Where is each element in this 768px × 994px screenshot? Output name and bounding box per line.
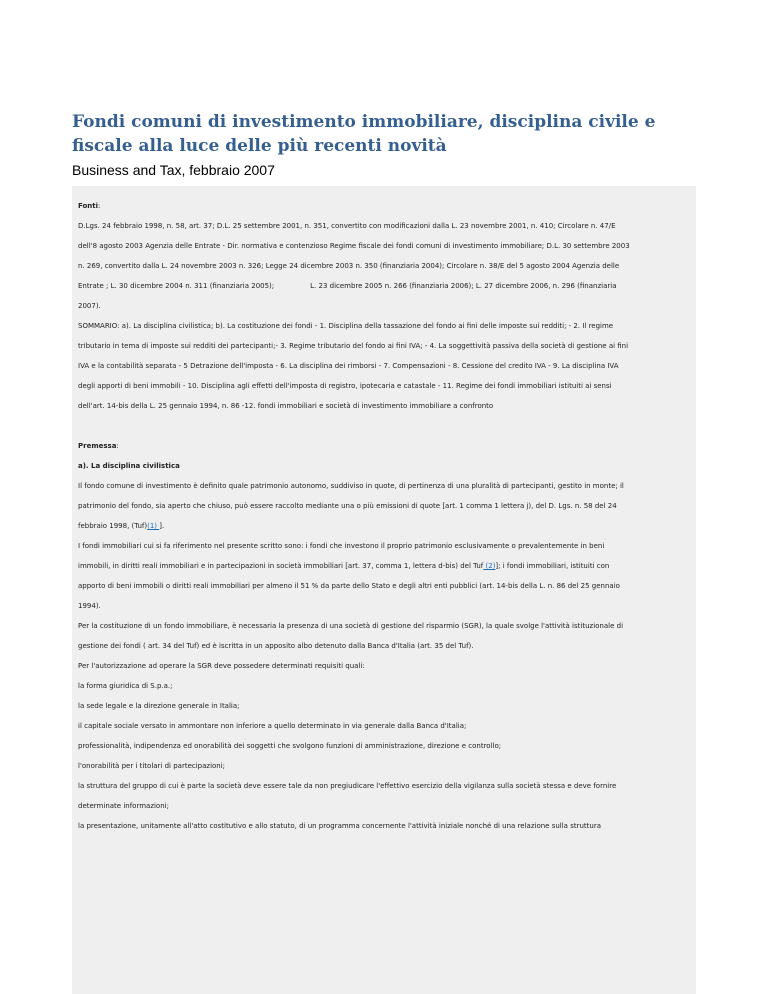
footnote-link-1[interactable]: (1) xyxy=(147,522,160,530)
document-title: Fondi comuni di investimento immobiliare, disciplina civile e fiscale alla luce delle più recenti novità xyxy=(72,112,656,156)
fonti-label: Fonti xyxy=(78,202,99,210)
list-item: il capitale sociale versato in ammontare non inferiore a quello determinato in via generale dalla Banca d'Italia; xyxy=(78,722,467,730)
paragraph-line: apporto di beni immobili o diritti reali immobiliari per almeno il 51 % da parte dello Stato e degli altri enti pubblici (art. 14-bis della L. n. 86 del 25 gennaio xyxy=(78,582,620,590)
footnote-link-2[interactable]: (2) xyxy=(483,562,496,570)
premessa-label: Premessa xyxy=(78,442,117,450)
paragraph-line xyxy=(78,556,690,576)
premessa-heading: Premessa: xyxy=(78,442,119,450)
fonti-line: 2007). xyxy=(78,302,101,310)
paragraph-line: gestione dei fondi ( art. 34 del Tuf) ed è iscritta in un apposito albo detenuto dalla Banca d'Italia (art. 35 del Tuf). xyxy=(78,642,474,650)
fonti-line-head: Entrate ; L. 30 dicembre 2004 n. 311 (finanziaria 2005); xyxy=(78,282,275,290)
list-item: la forma giuridica di S.p.a.; xyxy=(78,682,173,690)
list-item: la presentazione, unitamente all'atto costitutivo e allo statuto, di un programma concernente l'attività iniziale nonché di una relazione sulla struttura xyxy=(78,822,601,830)
paragraph-text: ]; i fondi immobiliari, istituiti con xyxy=(495,562,610,570)
paragraph-text: immobili, in diritti reali immobiliari e in partecipazioni in società immobiliari [art. 37, comma 1, lettera d-bis) del Tuf xyxy=(78,562,484,570)
sommario-line: dell'art. 14-bis della L. 25 gennaio 1994, n. 86 -12. fondi immobiliari e società di investimento immobiliare a confronto xyxy=(78,402,494,410)
fonti-line: D.Lgs. 24 febbraio 1998, n. 58, art. 37; D.L. 25 settembre 2001, n. 351, convertito con modificazioni dalla L. 23 novembre 2001, n. 410; Circolare n. 47/E xyxy=(78,222,616,230)
paragraph-line: Il fondo comune di investimento è definito quale patrimonio autonomo, suddiviso in quote, di pertinenza di una pluralità di partecipanti, gestito in monte; il xyxy=(78,482,624,490)
content-box xyxy=(72,186,696,994)
paragraph-line: Per l'autorizzazione ad operare la SGR deve possedere determinati requisiti quali: xyxy=(78,662,365,670)
sommario-line: SOMMARIO: a). La disciplina civilistica; b). La costituzione dei fondi - 1. Disciplina della tassazione del fondo ai fini delle imposte sui redditi; - 2. Il regime xyxy=(78,322,614,330)
paragraph-text: ]. xyxy=(159,522,165,530)
list-item: l'onorabilità per i titolari di partecipazioni; xyxy=(78,762,226,770)
paragraph-line: Per la costituzione di un fondo immobiliare, è necessaria la presenza di una società di gestione del risparmio (SGR), la quale svolge l'attività istituzionale di xyxy=(78,622,624,630)
section-heading-a: a). La disciplina civilistica xyxy=(78,462,180,470)
list-item: la sede legale e la direzione generale in Italia; xyxy=(78,702,240,710)
fonti-line-tail: L. 23 dicembre 2005 n. 266 (finanziaria 2006); L. 27 dicembre 2006, n. 296 (finanziaria xyxy=(310,282,617,290)
list-item: professionalità, indipendenza ed onorabilità dei soggetti che svolgono funzioni di amministrazione, direzione e controllo; xyxy=(78,742,502,750)
paragraph-line: I fondi immobiliari cui si fa riferimento nel presente scritto sono: i fondi che investono il proprio patrimonio esclusivamente o prevalentemente in beni xyxy=(78,542,605,550)
paragraph-line: 1994). xyxy=(78,602,101,610)
fonti-line: dell'8 agosto 2003 Agenzia delle Entrate - Dir. normativa e contenzioso Regime fiscale dei fondi comuni di investimento immobiliare; D.L. 30 settembre 2003 xyxy=(78,242,630,250)
sommario-line: degli apporti di beni immobili - 10. Disciplina agli effetti dell'imposta di registro, ipotecaria e catastale - 11. Regime dei fondi immobiliari istituiti ai sensi xyxy=(78,382,612,390)
sommario-line: tributario in tema di imposte sui redditi dei partecipanti;- 3. Regime tributario del fondo ai fini IVA; - 4. La soggettività passiva della società di gestione ai fini xyxy=(78,342,629,350)
fonti-heading: Fonti: xyxy=(78,202,101,210)
fonti-line: n. 269, convertito dalla L. 24 novembre 2003 n. 326; Legge 24 dicembre 2003 n. 350 (finanziaria 2004); Circolare n. 38/E del 5 agosto 2004 Agenzia delle xyxy=(78,262,620,270)
paragraph-line xyxy=(78,516,690,536)
list-item: determinate informazioni; xyxy=(78,802,169,810)
sommario-line: IVA e la contabilità separata - 5 Detrazione dell'imposta - 6. La disciplina dei rimborsi - 7. Compensazioni - 8. Cessione del credito IVA - 9. La disciplina IVA xyxy=(78,362,619,370)
document-subtitle: Business and Tax, febbraio 2007 xyxy=(72,162,275,178)
paragraph-line: patrimonio del fondo, sia aperto che chiuso, può essere raccolto mediante una o più emissioni di quote [art. 1 comma 1 lettera j), del D. Lgs. n. 58 del 24 xyxy=(78,502,617,510)
list-item: la struttura del gruppo di cui è parte la società deve essere tale da non pregiudicare l'effettivo esercizio della vigilanza sulla società stessa e deve fornire xyxy=(78,782,617,790)
paragraph-text: febbraio 1998, (Tuf) xyxy=(78,522,148,530)
fonti-line xyxy=(78,276,690,296)
